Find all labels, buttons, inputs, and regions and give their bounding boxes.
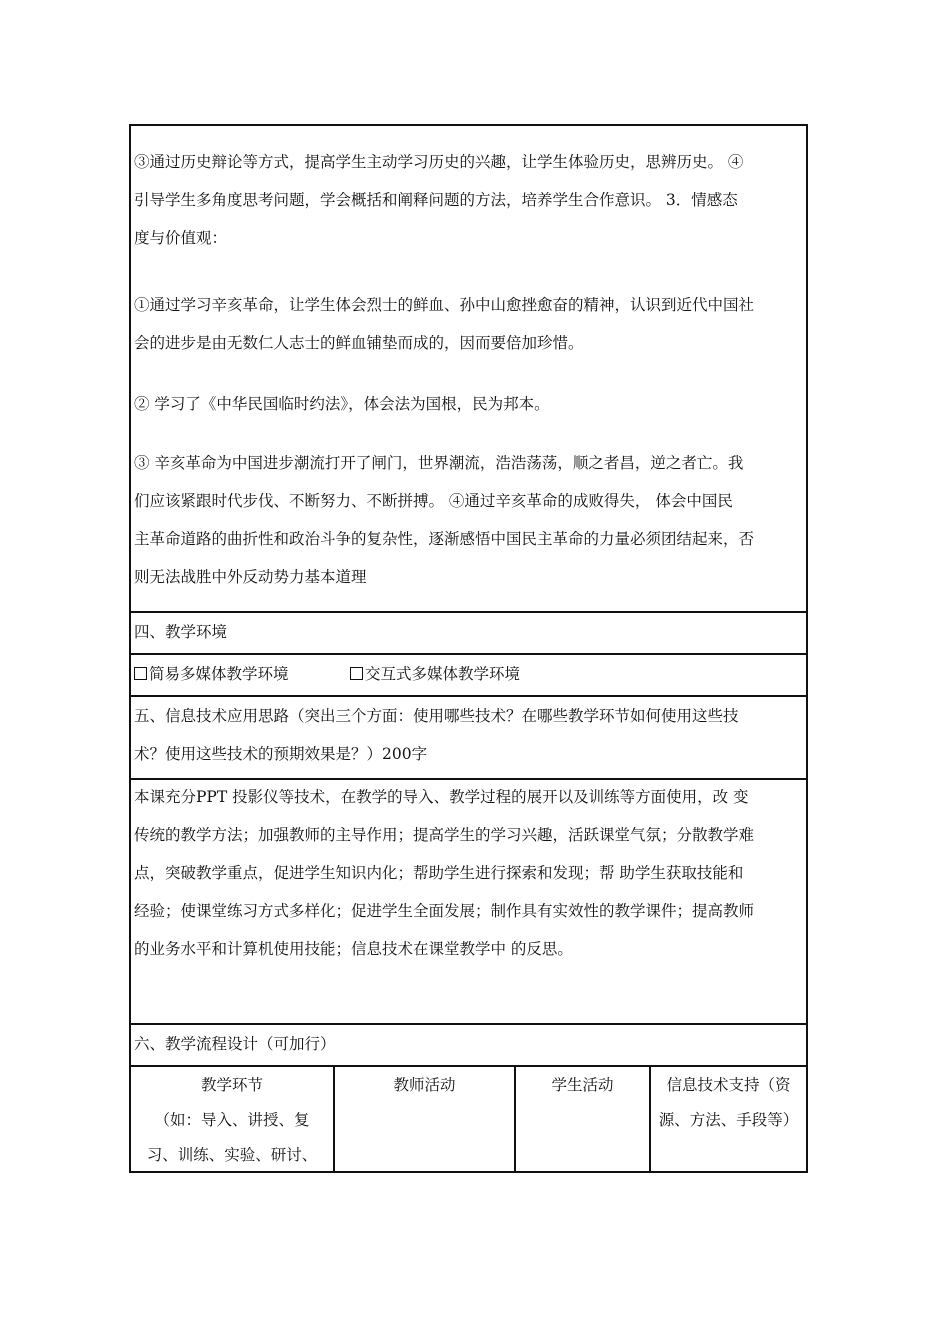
section6-title-row [131, 1025, 806, 1067]
section4-title-row [131, 613, 806, 655]
option-label: 简易多媒体教学环境 [149, 665, 289, 683]
text-line: 教学环节 [200, 1076, 263, 1094]
text-line: ③通过历史辩论等方式，提高学生主动学习历史的兴趣，让学生体验历史，思辨历史。 ④ [134, 153, 744, 171]
column-header-teacher-activity [335, 1067, 516, 1171]
text-line: 点，突破教学重点，促进学生知识内化；帮助学生进行探索和发现；帮 助学生获取技能和 [134, 864, 744, 882]
text-line: ①通过学习辛亥革命，让学生体会烈士的鲜血、孙中山愈挫愈奋的精神，认识到近代中国社 [134, 296, 755, 314]
section5-title [134, 701, 804, 769]
text-line: 引导学生多角度思考问题，学会概括和阐释问题的方法，培养学生合作意识。 3．情感态 [134, 191, 738, 209]
lesson-plan-table [129, 124, 808, 1173]
option-interactive-multimedia[interactable] [350, 659, 520, 689]
text-line: （如：导入、讲授、复 [154, 1111, 310, 1129]
text-line: 们应该紧跟时代步伐、不断努力、不断拼搏。 ④通过辛亥革命的成败得失， 体会中国民 [134, 492, 733, 510]
text-line: 教师活动 [393, 1076, 456, 1094]
checkbox[interactable] [350, 667, 363, 680]
text-line: 信息技术支持（资 [666, 1076, 791, 1094]
section5-body-row [131, 780, 806, 1025]
text-line: 度与价值观： [134, 229, 228, 247]
environment-options-row [131, 655, 806, 697]
text-line: 经验；使课堂练习方式多样化；促进学生全面发展；制作具有实效性的教学课件；提高教师 [134, 902, 755, 920]
emotion-item-3 [134, 448, 804, 592]
section5-title-row [131, 697, 806, 780]
text-line: ② 学习了《中华民国临时约法》，体会法为国根，民为邦本。 [134, 395, 550, 413]
emotion-item-1 [134, 290, 804, 358]
option-label: 交互式多媒体教学环境 [365, 665, 521, 683]
column-header-it-support [651, 1067, 806, 1171]
option-simple-multimedia[interactable] [134, 659, 289, 689]
objectives-continued [134, 147, 804, 253]
text-line: 本课充分PPT 投影仪等技术，在教学的导入、教学过程的展开以及训练等方面使用，改 变 [134, 788, 749, 806]
text-line: 五、信息技术应用思路（突出三个方面：使用哪些技术？在哪些教学环节如何使用这些技 [134, 707, 739, 725]
text-line: 则无法战胜中外反动势力基本道理 [134, 568, 367, 586]
text-line: 的业务水平和计算机使用技能；信息技术在课堂教学中 的反思。 [134, 940, 573, 958]
column-header-student-activity [516, 1067, 651, 1171]
section5-body [134, 782, 804, 964]
section6-title: 六、教学流程设计（可加行） [134, 1035, 336, 1053]
text-line: 传统的教学方法；加强教师的主导作用；提高学生的学习兴趣，活跃课堂气氛；分散教学难 [134, 826, 755, 844]
text-line: 源、方法、手段等） [658, 1111, 799, 1129]
text-line: 习、训练、实验、研讨、 [146, 1146, 318, 1164]
section4-title: 四、教学环境 [134, 623, 228, 641]
column-header-teaching-stage [131, 1067, 335, 1171]
emotion-item-2 [134, 389, 804, 419]
text-line: 会的进步是由无数仁人志士的鲜血铺垫而成的，因而要倍加珍惜。 [134, 334, 584, 352]
objectives-row [131, 126, 806, 613]
checkbox[interactable] [134, 667, 147, 680]
flow-table-header-row [131, 1067, 806, 1171]
text-line: 学生活动 [551, 1076, 614, 1094]
text-line: ③ 辛亥革命为中国进步潮流打开了闸门，世界潮流，浩浩荡荡，顺之者昌，逆之者亡。我 [134, 454, 744, 472]
text-line: 术？使用这些技术的预期效果是？）200字 [134, 745, 428, 763]
text-line: 主革命道路的曲折性和政治斗争的复杂性，逐渐感悟中国民主革命的力量必须团结起来，否 [134, 530, 755, 548]
